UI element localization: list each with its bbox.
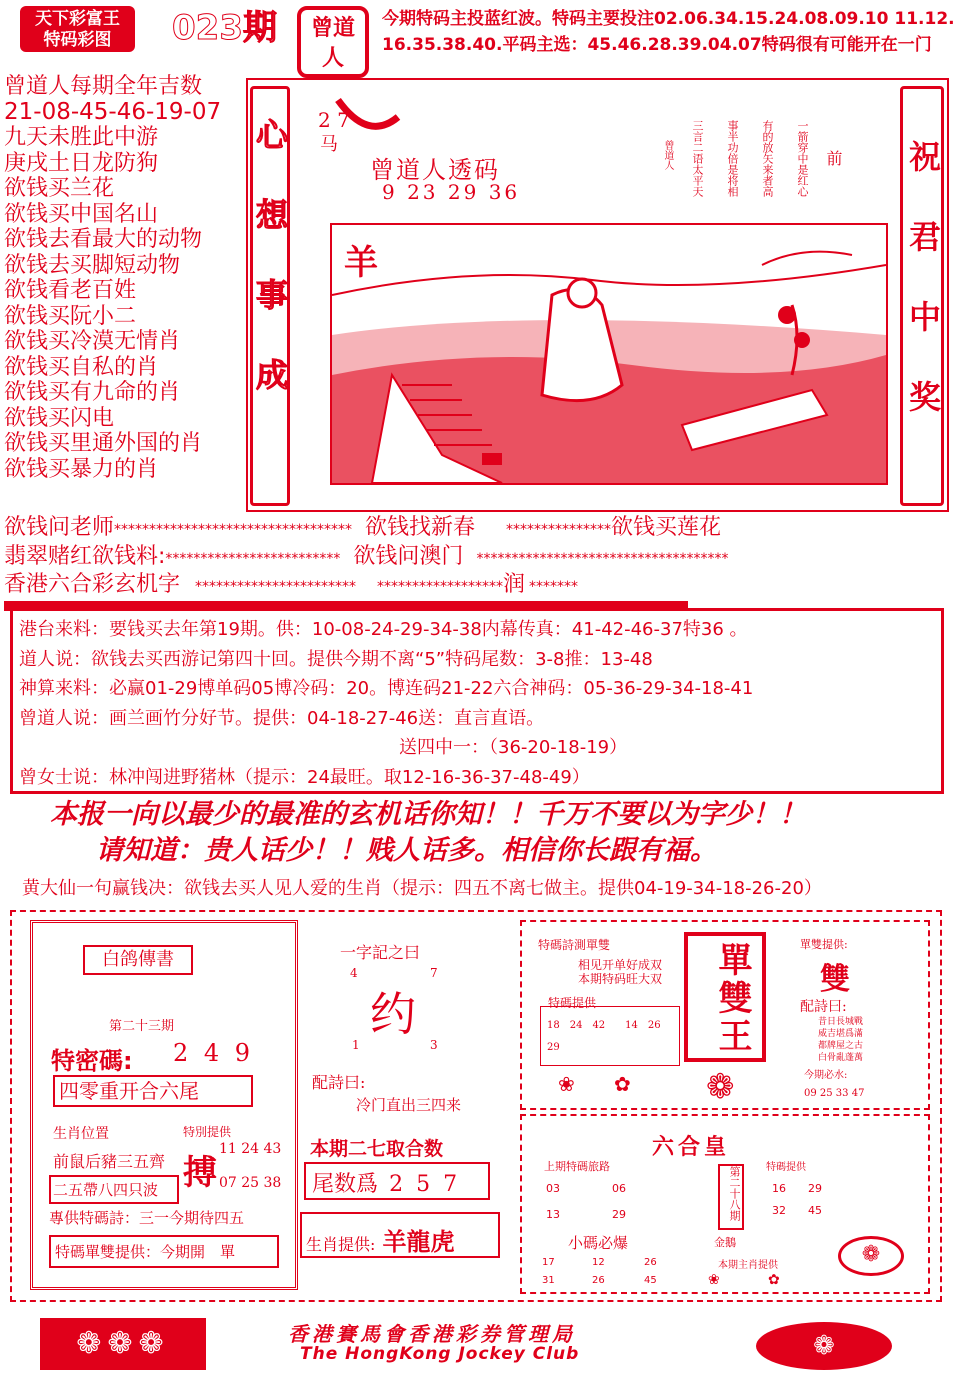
lhh-tm-title: 特碼提供 — [766, 1162, 806, 1173]
info-line: 送四中一：（36-20-18-19） — [399, 737, 628, 758]
poem-line: 一箭穿中是红心 — [796, 120, 809, 197]
yue-char: 约 — [370, 987, 416, 1041]
ds-animal-icon: ✿ — [614, 1072, 631, 1096]
ds-shuang: 雙 — [820, 962, 850, 997]
slogan-line2: 请知道：贵人话少！！贱人话多。相信你长跟有福。 — [96, 835, 717, 866]
footer-org: 香港賽馬會香港彩券管理局 — [288, 1322, 576, 1346]
ds-rooster-icon: ❀ — [558, 1072, 575, 1096]
panel-yue — [300, 920, 505, 1290]
baige-special: 專供特碼詩：三一今期待四五 — [49, 1209, 245, 1227]
lhh-small-num: 12 — [592, 1257, 605, 1268]
lhh-issue: 第二十八期 — [718, 1164, 744, 1230]
lhh-grid-cell: 06 — [612, 1182, 626, 1195]
left-line: 欲钱去买脚短动物 — [4, 252, 181, 278]
logo — [20, 6, 135, 52]
ds-poem-line: 昔日長城戰 — [818, 1017, 864, 1027]
yue-zodiac-label: 生肖提供: — [306, 1235, 376, 1254]
info-line: 道人说：欲钱去买西游记第四十回。提供今期不离“5”特码尾数：3-8推：13-48 — [19, 648, 653, 670]
lhh-small-num: 31 — [542, 1275, 555, 1286]
lhh-tm-num: 16 — [772, 1182, 786, 1195]
yue-n4: 4 — [350, 966, 358, 980]
star-row-c: ******* — [529, 579, 579, 595]
lhh-grid-cell: 13 — [546, 1208, 560, 1221]
info-line: 曾道人说：画兰画竹分好节。提供：04-18-27-46送：直言直语。 — [19, 707, 545, 729]
left-line: 九天未胜此中游 — [4, 125, 159, 150]
lhh-small: 小碼必爆 — [568, 1234, 629, 1252]
logo-line2: 特码彩图 — [43, 30, 112, 50]
poem-line: 曾道人 — [662, 140, 673, 170]
yue-zodiac: 羊龍虎 — [382, 1227, 455, 1256]
star-row-a: 香港六合彩玄机字 — [4, 572, 181, 597]
lhh-prize: 金鵝 — [714, 1236, 736, 1249]
scroll-left-text: 心想事成 — [251, 118, 289, 438]
left-line: 欲钱买暴力的肖 — [4, 456, 159, 482]
star-row-a: 欲钱问老师 — [4, 515, 115, 540]
ds-right-title: 單雙提供: — [800, 938, 848, 951]
star-row-c: 欲钱买莲花 — [611, 515, 722, 540]
baige-code-value: 2 4 9 — [173, 1039, 255, 1067]
baige-fu-char: 搏 — [183, 1153, 217, 1193]
footer-en: The HongKong Jockey Club — [300, 1344, 580, 1364]
lhh-small-num: 26 — [592, 1275, 605, 1286]
left-line: 欲钱看老百姓 — [4, 278, 137, 303]
ds-code-box — [540, 1006, 680, 1066]
left-line: 欲钱买里通外国的肖 — [4, 431, 203, 456]
huang-line: 黄大仙一句赢钱决：欲钱去买人见人爱的生肖（提示：四五不离七做主。提供04-19-34-18-26-20） — [22, 878, 822, 899]
ds-must-nums: 09 25 33 47 — [804, 1088, 865, 1099]
scroll-numbers: 9 23 29 36 — [382, 180, 521, 204]
ds-seal: 單雙王 — [684, 932, 766, 1062]
lhh-small-num: 26 — [644, 1257, 657, 1268]
scroll-poem — [615, 120, 865, 210]
ds-codes: 18 24 42 14 26 29 — [547, 1020, 671, 1053]
lhh-last-label: 上期特碼旅路 — [544, 1160, 610, 1173]
yue-top: 一字記之曰 — [340, 943, 421, 962]
lhh-tm-num: 29 — [808, 1182, 822, 1195]
info-box — [10, 608, 944, 794]
baige-tail: 四零重开合六尾 — [53, 1075, 253, 1107]
star-row-stars: ************************* — [165, 551, 341, 567]
left-line: 欲钱买自私的肖 — [4, 354, 159, 380]
ds-poem-line: 白骨亂蓬萬 — [818, 1053, 864, 1063]
lhh-small-num: 45 — [644, 1275, 657, 1286]
ds-poem1: 相见开单好成双 — [578, 958, 663, 972]
baige-fu-nums2: 07 25 38 — [219, 1175, 282, 1191]
baige-pos2: 二五帶八四只波 — [49, 1175, 179, 1204]
scroll-top-zodiac: 马 — [320, 134, 338, 155]
baige-code-label: 特密碼: — [51, 1047, 133, 1075]
picture-label: 羊 — [344, 243, 378, 283]
info-line: 曾女士说：林冲闯进野猪林（提示：24最旺。取12-16-36-37-48-49） — [19, 766, 590, 788]
panel-liuhehuang — [520, 1114, 930, 1294]
ds-poem-lines — [818, 1016, 863, 1064]
poem-line: 事半功倍是将相 — [726, 120, 739, 197]
poem-line: 前 — [824, 150, 843, 170]
info-line: 港台来料：要钱买去年第19期。供：10-08-24-29-34-38内幕传真：41-42-46-37特36 。 — [19, 619, 748, 640]
header-notice: 今期特码主投蓝红波。特码主要投注02.06.34.15.24.08.09.10 11.12.16.35.38.40.平码主选：45.46.28.39.04.07特码很有可能开在一门 — [382, 9, 955, 55]
yue-tail-nums: 2 5 7 — [389, 1172, 461, 1197]
star-row-s2: 润 — [503, 572, 526, 597]
poem-line: 三言二语太平天 — [691, 120, 704, 197]
star-row-stars: ********************************** — [114, 522, 353, 538]
star-row-b: ****************** — [377, 579, 504, 595]
left-line: 21-08-45-46-19-07 — [4, 98, 222, 125]
left-line: 曾道人每期全年吉数 — [4, 74, 203, 99]
brush-stroke — [328, 92, 408, 152]
left-line: 庚戌土日龙防狗 — [4, 150, 159, 176]
yue-zodiac-box — [300, 1212, 500, 1258]
left-line: 欲钱买闪电 — [4, 405, 115, 431]
lhh-grid-cell: 03 — [546, 1182, 560, 1195]
ds-must: 今期必水: — [804, 1070, 848, 1081]
left-line: 欲钱买冷漠无情肖 — [4, 329, 181, 354]
star-row-stars: *********************** — [195, 579, 357, 595]
ds-code-title: 特碼提供 — [548, 996, 597, 1010]
star-row-b: 欲钱找新春 — [365, 515, 476, 540]
yue-tail-label: 尾数爲 — [312, 1172, 379, 1197]
scroll-picture — [330, 223, 888, 485]
baige-pos1: 前鼠后豬三五齊 — [53, 1152, 166, 1171]
left-line: 欲钱去看最大的动物 — [4, 227, 203, 252]
star-row-b: 欲钱问澳门 — [353, 544, 464, 569]
star-row-stars: *************** — [506, 522, 612, 538]
panel-danshuang — [520, 920, 930, 1110]
left-line: 欲钱买中国名山 — [4, 201, 159, 227]
info-line: 神算来料：必赢01-29博单码05博冷码：20。博连码21-22六合神码：05-36-29-34-18-41 — [19, 678, 754, 699]
baige-fu-nums1: 11 24 43 — [219, 1141, 282, 1157]
poem-line: 有的放矢来者高 — [761, 120, 774, 197]
baige-issue: 第二十三期 — [109, 1019, 175, 1034]
star-row — [4, 571, 957, 599]
lhh-tm-num: 45 — [808, 1204, 822, 1217]
yue-n3: 3 — [430, 1038, 438, 1052]
baige-pos-label: 生肖位置 — [53, 1126, 109, 1142]
landscape-illustration — [332, 225, 886, 483]
star-row — [4, 543, 957, 571]
lhh-grid-cell: 29 — [612, 1208, 626, 1221]
scroll-top-num: 2 7 — [318, 108, 350, 132]
left-line: 欲钱买阮小二 — [4, 303, 137, 329]
lhh-grid — [540, 1176, 670, 1232]
ds-title: 特碼詩測單雙 — [538, 938, 611, 952]
ds-poem-line: 都牌屋之古 — [818, 1041, 864, 1051]
yue-n7: 7 — [430, 966, 438, 980]
baige-single: 特碼單雙提供：今期開 單 — [49, 1235, 279, 1268]
star-row — [4, 514, 957, 542]
lhh-tm-num: 32 — [772, 1204, 786, 1217]
lhh-rat-icon: ✿ — [768, 1272, 780, 1288]
footer-right-emblem: ❁ — [756, 1322, 892, 1370]
yue-poem-label: 配詩曰: — [312, 1073, 366, 1092]
star-row-stars: ************************************ — [476, 551, 729, 567]
issue-number: 023期 — [172, 8, 277, 48]
seal-logo — [297, 6, 369, 78]
lhh-small-num: 17 — [542, 1257, 555, 1268]
lhh-title: 六合皇 — [652, 1134, 731, 1160]
lhh-bird-icon: ❀ — [708, 1272, 720, 1288]
star-row-a: 翡翠赌红欲钱料: — [4, 544, 166, 569]
panel-baige — [30, 920, 298, 1290]
left-line: 欲钱买有九命的肖 — [4, 380, 181, 405]
slogan-line1: 本报一向以最少的最准的玄机话你知！！千万不要以为字少！！ — [50, 799, 806, 830]
lhh-seal-icon: ❁ — [838, 1236, 904, 1276]
ds-poem2: 本期特码旺大双 — [578, 972, 663, 986]
footer-left-emblem: ❁❁❁ — [40, 1318, 206, 1370]
ds-flower-icon: ❁ — [706, 1067, 735, 1107]
lhh-bottom-label: 本期主肖提供 — [718, 1260, 778, 1271]
yue-tail-box — [304, 1162, 490, 1200]
left-line: 欲钱买兰花 — [4, 176, 115, 201]
logo-line1: 天下彩富王 — [35, 9, 120, 29]
ds-poem-line: 威吉堪爲滿 — [818, 1029, 864, 1039]
baige-title: 白鸽傳書 — [83, 945, 193, 975]
ds-poem-label: 配詩曰: — [800, 999, 847, 1015]
scroll-title: 曾道人透码 — [370, 156, 500, 184]
yue-n1: 1 — [352, 1038, 360, 1052]
scroll-right-text: 祝君中奖 — [904, 140, 942, 460]
yue-heading: 本期二七取合数 — [310, 1138, 444, 1160]
baige-fu-label: 特別提供 — [183, 1125, 232, 1139]
seal-text: 曾道人 — [310, 16, 355, 71]
left-lines — [4, 74, 244, 482]
yue-poem: 冷门直出三四来 — [356, 1096, 462, 1114]
